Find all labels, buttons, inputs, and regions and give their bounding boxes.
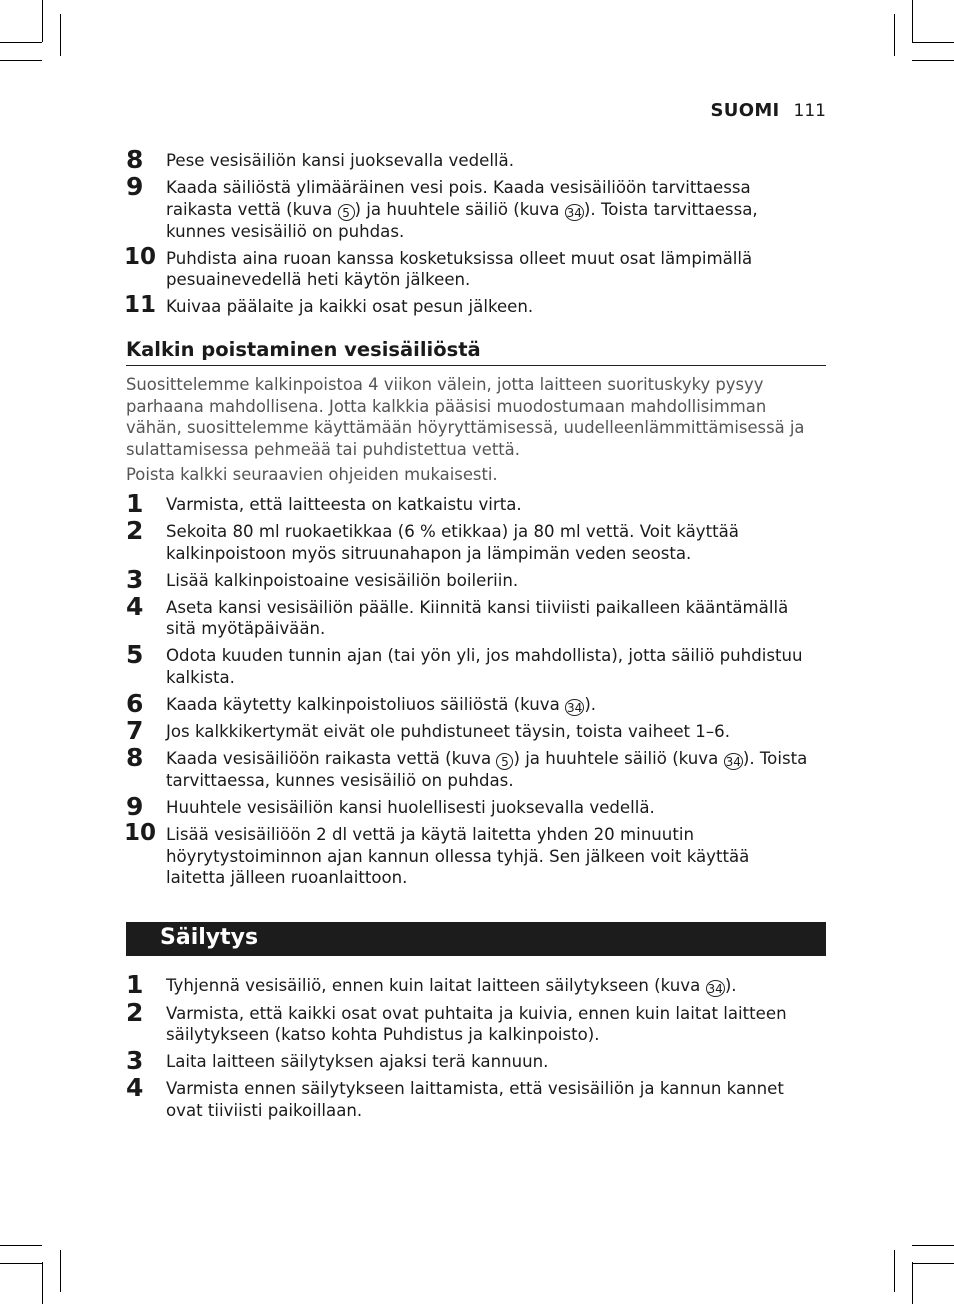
- step-text: kalkista.: [166, 667, 235, 687]
- descaling-steps-list: [124, 489, 826, 894]
- step-number: 8: [126, 145, 144, 174]
- list-item: [126, 716, 826, 745]
- list-item: [126, 1073, 826, 1121]
- step-number: 9: [126, 792, 144, 821]
- step-text: Aseta kansi vesisäiliön päälle. Kiinnitä kansi tiiviisti paikalleen kääntämällä: [166, 597, 789, 617]
- descaling-intro: [126, 374, 826, 460]
- page-header: [600, 100, 826, 121]
- list-item: [126, 516, 826, 564]
- step-number: 7: [126, 716, 144, 745]
- step-number: 10: [124, 243, 157, 270]
- list-item: [126, 688, 826, 718]
- crop-mark: [912, 0, 913, 42]
- intro-line: Suosittelemme kalkinpoistoa 4 viikon välein, jotta laitteen suorituskyky pysyy: [126, 375, 764, 394]
- step-number: 3: [126, 1046, 144, 1075]
- step-number: 2: [126, 997, 144, 1027]
- section-title: Säilytys: [160, 925, 259, 950]
- crop-mark: [60, 14, 61, 56]
- list-item: [126, 640, 826, 688]
- section-title: Kalkin poistaminen vesisäiliöstä: [126, 338, 481, 361]
- crop-mark: [0, 1245, 42, 1246]
- step-number: 1: [126, 489, 144, 518]
- descaling-intro-instruction: Poista kalkki seuraavien ohjeiden mukaisesti.: [126, 465, 498, 484]
- step-text: Lisää vesisäiliöön 2 dl vettä ja käytä laitetta yhden 20 minuutin: [166, 825, 694, 844]
- step-text: ovat tiiviisti paikoillaan.: [166, 1100, 363, 1120]
- list-item: [126, 970, 826, 999]
- crop-mark: [912, 1263, 954, 1264]
- step-text: raikasta vettä (kuva 5 ) ja huuhtele säiliö (kuva 34 ). Toista tarvittaessa,: [166, 199, 758, 220]
- step-text: Varmista, että kaikki osat ovat puhtaita ja kuivia, ennen kuin laitat laitteen: [166, 1003, 787, 1023]
- step-number: 9: [126, 172, 144, 201]
- crop-mark: [0, 42, 42, 43]
- step-text: Lisää kalkinpoistoaine vesisäiliön boileriin.: [166, 570, 519, 590]
- step-number: 4: [126, 1073, 144, 1102]
- step-text: Tyhjennä vesisäiliö, ennen kuin laitat laitteen säilytykseen (kuva 34 ).: [166, 976, 737, 996]
- section-heading-descaling: [126, 338, 826, 366]
- list-item: [124, 820, 826, 889]
- step-text: Pese vesisäiliön kansi juoksevalla vedellä.: [166, 151, 514, 170]
- figure-reference: 5: [496, 753, 513, 770]
- step-text: Laita laitteen säilytyksen ajaksi terä kannuun.: [166, 1052, 549, 1071]
- list-item: [126, 591, 826, 640]
- storage-steps-list: [126, 970, 826, 1127]
- figure-reference: 34: [707, 982, 723, 996]
- crop-mark: [912, 1262, 913, 1304]
- step-text: Kaada käytetty kalkinpoistoliuos säiliöstä (kuva 34 ).: [166, 694, 597, 715]
- intro-line: sulattamisessa pehmeää tai puhdistettua vettä.: [126, 439, 520, 459]
- step-number: 4: [126, 591, 144, 621]
- cleaning-steps-list: [124, 145, 826, 323]
- step-text: Sekoita 80 ml ruokaetikkaa (6 % etikkaa) ja 80 ml vettä. Voit käyttää: [166, 522, 739, 541]
- figure-reference: 5: [338, 204, 355, 221]
- step-number: 6: [126, 688, 144, 718]
- list-item: [126, 564, 826, 594]
- step-text: sitä myötäpäivään.: [166, 619, 326, 638]
- step-number: 8: [126, 743, 144, 772]
- step-text: säilytykseen (katso kohta Puhdistus ja kalkinpoisto).: [166, 1025, 600, 1044]
- list-item: [126, 489, 826, 518]
- crop-mark: [894, 1250, 895, 1292]
- step-number: 2: [126, 516, 144, 545]
- crop-mark: [60, 1250, 61, 1292]
- language-label: SUOMI: [710, 100, 780, 121]
- step-text: Varmista ennen säilytykseen laittamista, että vesisäiliön ja kannun kannet: [166, 1079, 784, 1098]
- crop-mark: [894, 14, 895, 56]
- step-text: kalkinpoistoon myös sitruunahapon ja lämpimän veden seosta.: [166, 543, 692, 563]
- step-number: 11: [124, 292, 157, 318]
- crop-mark: [42, 1262, 43, 1304]
- step-text: Jos kalkkikertymät eivät ole puhdistuneet täysin, toista vaiheet 1–6.: [166, 722, 730, 741]
- step-text: Kaada vesisäiliöön raikasta vettä (kuva 5 ) ja huuhtele säiliö (kuva 34 ). Toista: [166, 749, 808, 769]
- step-number: 5: [126, 640, 144, 669]
- crop-mark: [912, 1245, 954, 1246]
- list-item: [126, 172, 826, 242]
- list-item: [124, 243, 826, 291]
- step-text: Varmista, että laitteesta on katkaistu virta.: [166, 495, 522, 514]
- step-text: höyrytystoiminnon ajan kannun ollessa tyhjä. Sen jälkeen voit käyttää: [166, 846, 750, 866]
- step-text: tarvittaessa, kunnes vesisäiliö on puhdas.: [166, 771, 514, 790]
- list-item: [126, 997, 826, 1046]
- step-number: 1: [126, 970, 144, 999]
- figure-reference: 34: [567, 700, 583, 715]
- step-text: pesuainevedellä heti käytön jälkeen.: [166, 270, 471, 289]
- crop-mark: [912, 60, 954, 61]
- list-item: [126, 1046, 826, 1075]
- step-text: Kuivaa päälaite ja kaikki osat pesun jälkeen.: [166, 297, 534, 316]
- crop-mark: [912, 42, 954, 43]
- figure-reference: 34: [566, 205, 582, 220]
- list-item: [126, 145, 826, 174]
- step-text: Odota kuuden tunnin ajan (tai yön yli, jos mahdollista), jotta säiliö puhdistuu: [166, 646, 803, 665]
- list-item: [126, 743, 826, 792]
- step-text: Huuhtele vesisäiliön kansi huolellisesti juoksevalla vedellä.: [166, 798, 655, 817]
- page-number: 111: [793, 101, 826, 121]
- step-text: laitetta jälleen ruoanlaittoon.: [166, 868, 408, 887]
- crop-mark: [0, 1263, 42, 1264]
- step-text: kunnes vesisäiliö on puhdas.: [166, 221, 405, 241]
- crop-mark: [0, 60, 42, 61]
- list-item: [124, 292, 826, 318]
- crop-mark: [42, 0, 43, 42]
- figure-reference: 34: [725, 755, 741, 769]
- step-text: Puhdista aina ruoan kanssa kosketuksissa olleet muut osat lämpimällä: [166, 248, 753, 268]
- section-bar-storage: [126, 922, 826, 956]
- intro-line: vähän, suosittelemme käyttämään höyryttämisessä, uudelleenlämmittämisessä ja: [126, 418, 805, 437]
- list-item: [126, 792, 826, 821]
- step-text: Kaada säiliöstä ylimääräinen vesi pois. Kaada vesisäiliöön tarvittaessa: [166, 178, 751, 197]
- step-number: 10: [124, 820, 157, 846]
- intro-line: parhaana mahdollisena. Jotta kalkkia pääsisi muodostumaan mahdollisimman: [126, 396, 767, 416]
- step-number: 3: [126, 564, 144, 594]
